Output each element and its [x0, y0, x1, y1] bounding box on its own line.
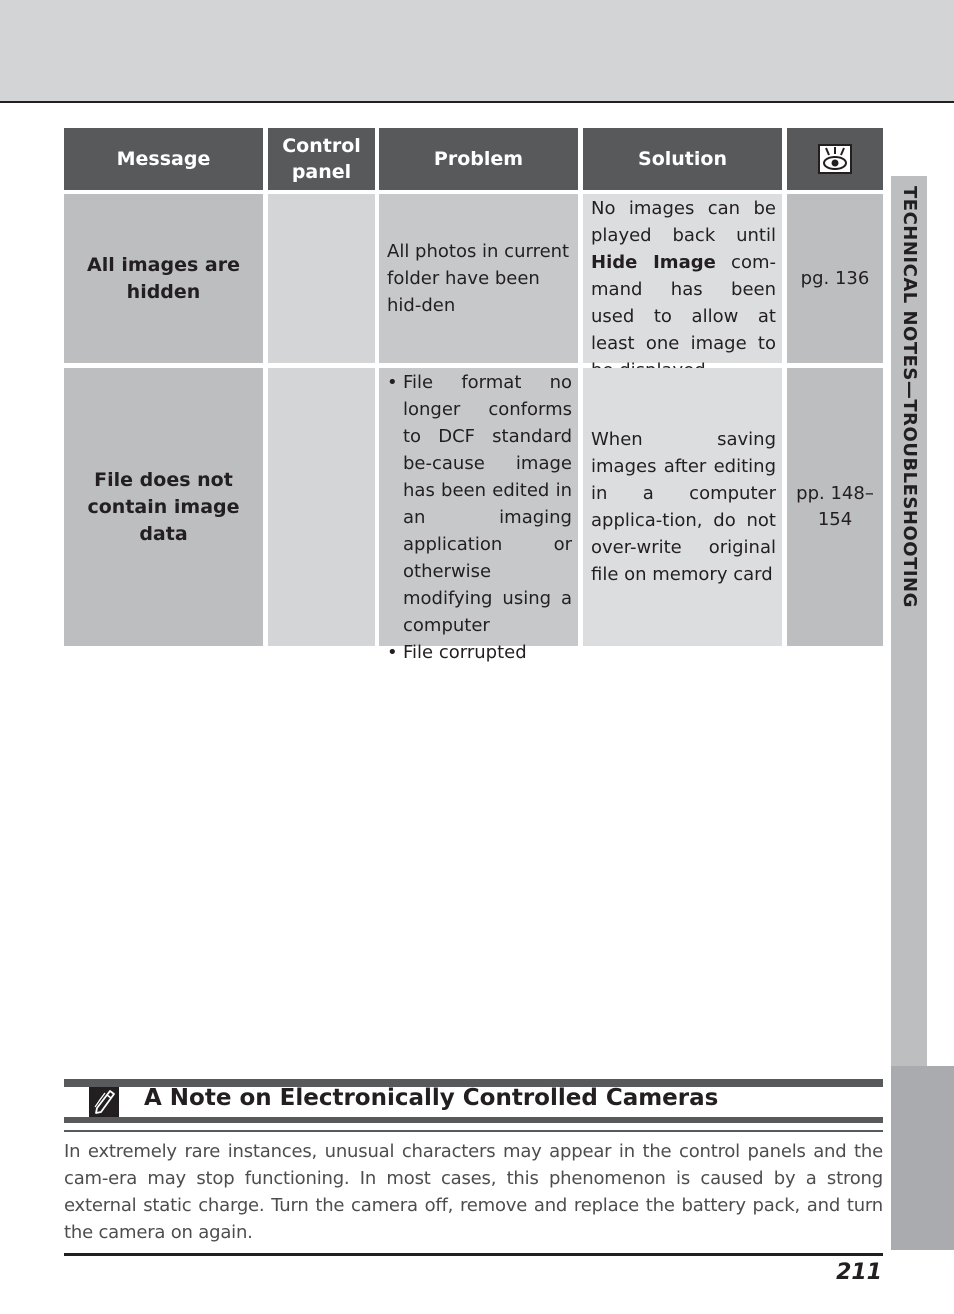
row2-solution-cell	[583, 368, 782, 646]
row2-problem-list	[387, 369, 572, 666]
header-rule	[0, 101, 954, 103]
pencil-note-icon	[89, 1087, 119, 1117]
header-control-panel: Control panel	[268, 128, 375, 190]
side-tab-lower-block	[927, 1066, 954, 1250]
row1-problem: All photos in current folder have been hid-den	[387, 241, 570, 316]
note-title: A Note on Electronically Controlled Cameras	[144, 1085, 719, 1111]
row1-reference-cell	[787, 194, 883, 363]
row1-message: All images are hidden	[87, 253, 240, 303]
header-band	[0, 0, 954, 101]
row2-problem-cell	[379, 368, 578, 663]
row2-message: File does not contain image data	[87, 468, 240, 545]
header-problem: Problem	[379, 128, 578, 190]
row2-reference: pp. 148–154	[796, 483, 874, 530]
row1-solution-text-before: No images can be played back until	[591, 198, 776, 246]
header-reference	[787, 128, 883, 190]
section-label: TECHNICAL NOTES—TROUBLESHOOTING	[899, 186, 920, 608]
header-solution: Solution	[583, 128, 782, 190]
row2-reference-cell	[787, 368, 883, 646]
row2-message-cell	[64, 368, 263, 646]
eye-reference-icon	[818, 144, 852, 174]
row2-control-panel-cell	[268, 368, 375, 646]
note-body: In extremely rare instances, unusual characters may appear in the control panels and the cam-era may stop functioning. In most cases, this phenomenon is caused by a strong external static charge. Turn the camera off, remove and replace the battery pack, and turn the camera on again.	[64, 1141, 883, 1243]
row1-solution-text-after: com-mand has been used to allow at least one image to	[591, 252, 776, 354]
row1-message-cell	[64, 194, 263, 363]
note-rule-bottom	[64, 1117, 883, 1123]
row1-problem-cell	[379, 194, 578, 363]
row1-solution	[591, 195, 776, 384]
footer-rule	[64, 1253, 883, 1256]
row1-solution-command: Hide Image	[591, 252, 716, 273]
row1-solution-cell	[583, 194, 782, 363]
row1-reference: pg. 136	[800, 267, 870, 289]
row1-control-panel-cell	[268, 194, 375, 363]
note-rule-thin	[64, 1130, 883, 1132]
list-item: • File corrupted	[387, 639, 572, 666]
row2-solution: When saving images after editing in a computer applica-tion, do not over-write original file on memory card	[591, 429, 776, 585]
header-message: Message	[64, 128, 263, 190]
page-number: 211	[836, 1260, 882, 1285]
list-item: • File format no longer conforms to DCF standard be-cause image has been edited in an imaging application or otherwise modifying using a computer	[387, 369, 572, 639]
